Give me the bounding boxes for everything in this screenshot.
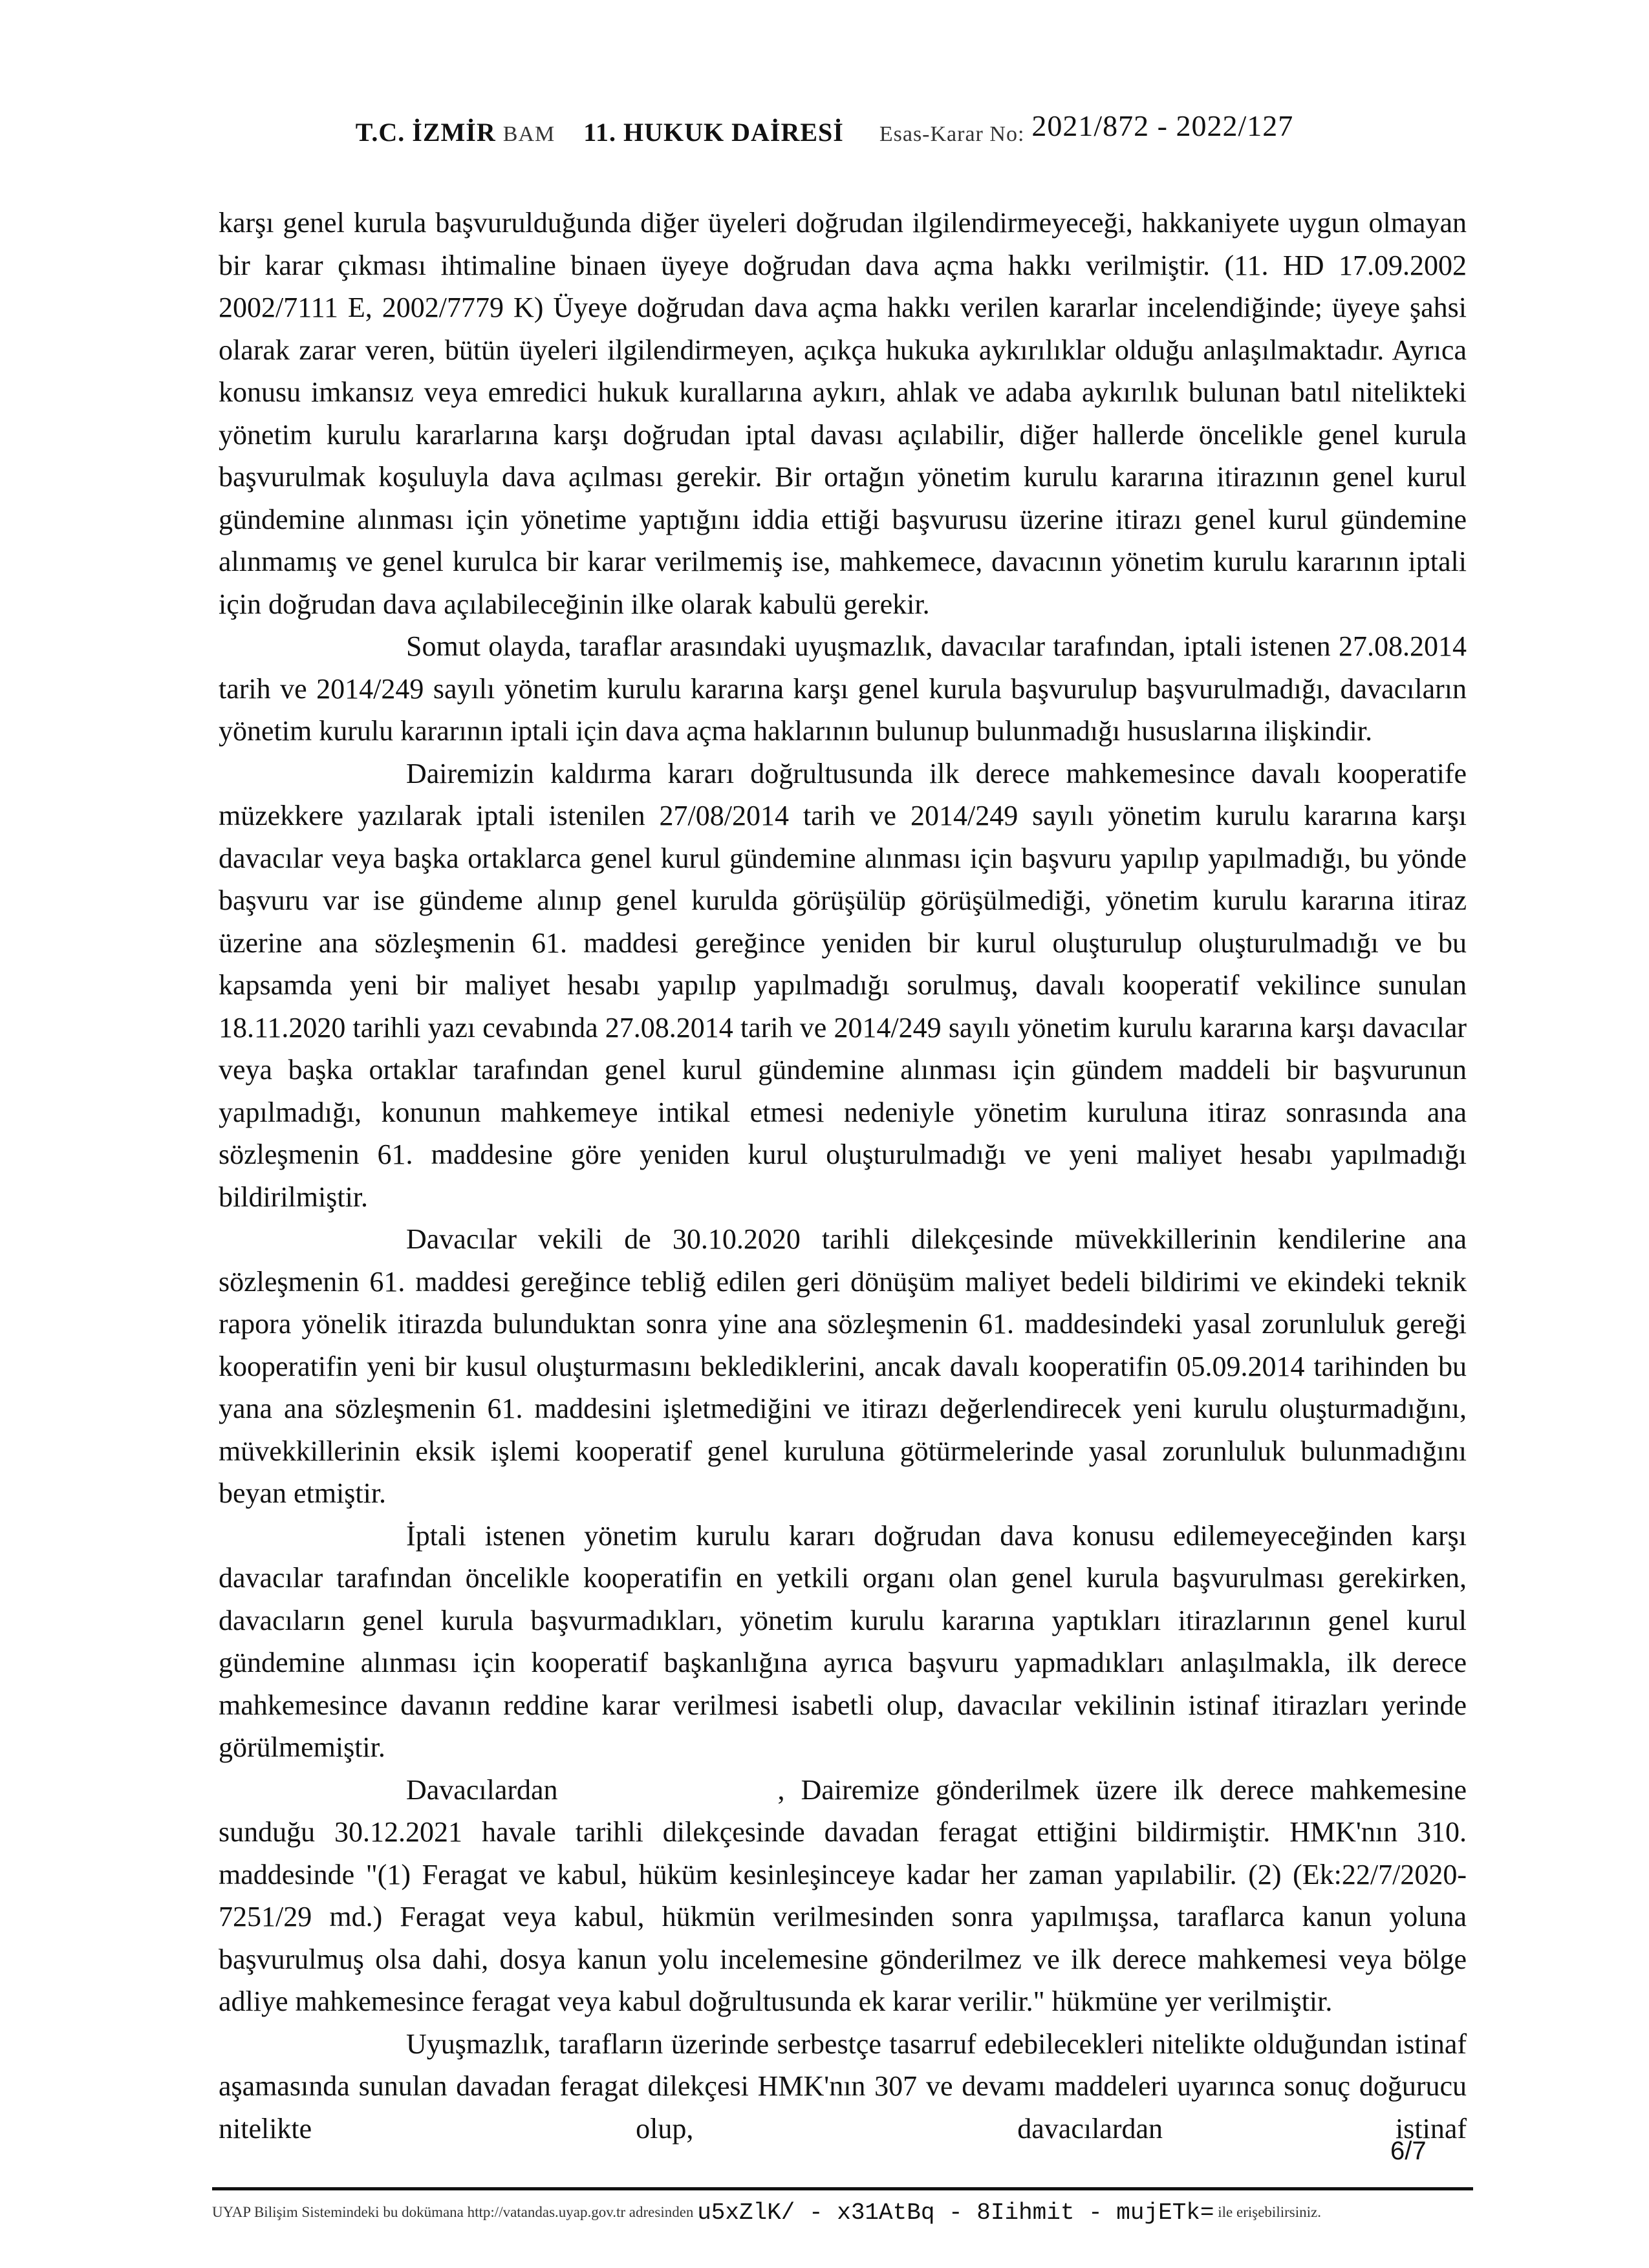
case-label: Esas-Karar No: <box>879 122 1025 146</box>
footer-suffix: ile erişebilirsiniz. <box>1218 2204 1321 2220</box>
footer-divider <box>212 2187 1473 2190</box>
court-abbr: BAM <box>502 122 555 146</box>
paragraph: Davacılar vekili de 30.10.2020 tarihli dilekçesinde müvekkillerinin kendilerine ana sözleşmenin 61. maddesi gereğince tebliğ edilen geri dönüşüm maliyet bedeli bildirimi ve ekindeki teknik rapora yönelik itirazda bulunduktan sonra yine ana sözleşmenin 61. maddesindeki yasal zorunluluk gereği kooperatifin yeni bir kusul oluşturmasını beklediklerini, ancak davalı kooperatifin 05.09.2014 tarihinden bu yana ana sözleşmenin 61. maddesini işletmediğini ve itirazı değerlendirecek yeni kurulu oluşturmadığını, müvekkillerinin eksik işlemi kooperatif genel kuruluna götürmelerinde yasal zorunluluk bulunmadığını beyan etmiştir. <box>219 1223 1467 1509</box>
paragraph <box>219 1769 1467 2023</box>
page-number: 6/7 <box>1390 2137 1427 2165</box>
paragraph <box>219 2023 1467 2150</box>
chamber-name: 11. HUKUK DAİRESİ <box>583 118 844 147</box>
court-prefix: T.C. İZMİR <box>355 118 496 147</box>
paragraph: Somut olayda, taraflar arasındaki uyuşmazlık, davacılar tarafından, iptali istenen 27.08.2014 tarih ve 2014/249 sayılı yönetim kurulu kararına karşı genel kurula başvurulup başvurulmadığı, davacıların yönetim kurulu kararının iptali için dava açma haklarının bulunup bulunmadığı hususlarına ilişkindir. <box>219 630 1467 747</box>
document-header <box>0 109 1649 147</box>
paragraph-lead: Davacılardan <box>406 1773 558 1806</box>
paragraph-lead: Uyuşmazlık, tarafların üzerinde serbestçe tasarruf edebilecekleri nitelikte olduğundan istinaf aşamasında sunulan davadan feragat dilekçesi HMK'nın 307 ve devamı maddeleri uyarınca sonuç doğurucu nitelikte olup, davacılardan <box>219 2027 1467 2145</box>
paragraph: karşı genel kurula başvurulduğunda diğer üyeleri doğrudan ilgilendirmeyeceği, hakkaniyete uygun olmayan bir karar çıkması ihtimaline binaen üyeye doğrudan dava açma hakkı verilmiştir. (11. HD 17.09.2002 2002/7111 E, 2002/7779 K) Üyeye doğrudan dava açma hakkı verilen kararlar incelendiğinde; üyeye şahsi olarak zarar veren, bütün üyeleri ilgilendirmeyen, açıkça hukuka aykırılıklar olduğu anlaşılmaktadır. Ayrıca konusu imkansız veya emredici hukuk kurallarına aykırı, ahlak ve adaba aykırılık bulunan batıl nitelikteki yönetim kurulu kararlarına karşı doğrudan iptal davası açılabilir, diğer hallerde öncelikle genel kurula başvurulmak koşuluyla dava açılması gerekir. Bir ortağın yönetim kurulu kararına itirazının genel kurul gündemine alınması için yönetime yaptığını iddia ettiği başvurusu üzerine itirazı genel kurul gündemine alınmamış ve genel kurulca bir karar verilmemiş ise, mahkemece, davacının yönetim kurulu kararının iptali için doğrudan dava açılabileceğinin ilke olarak kabulü gerekir. <box>219 207 1467 620</box>
case-number: 2021/872 - 2022/127 <box>1031 109 1294 142</box>
access-code: u5xZlK/ - x31AtBq - 8Iihmit - mujETk= <box>697 2199 1214 2226</box>
paragraph-tail: istinaf <box>1396 2112 1467 2145</box>
paragraph-rest: , Dairemize gönderilmek üzere ilk derece mahkemesine sunduğu 30.12.2021 havale tarihli dilekçesinde davadan feragat ettiğini bildirmiştir. HMK'nın 310. maddesinde "(1) Feragat ve kabul, hüküm kesinleşinceye kadar her zaman yapılabilir. (2) (Ek:22/7/2020-7251/29 md.) Feragat veya kabul, hükmün verilmesinden sonra yapılmışsa, taraflarca kanun yoluna başvurulmuş olsa dahi, dosya kanun yolu incelemesine gönderilmez ve ilk derece mahkemesi veya bölge adliye mahkemesince feragat veya kabul doğrultusunda ek karar verilir." hükmüne yer verilmiştir. <box>219 1773 1467 2017</box>
paragraph: Dairemizin kaldırma kararı doğrultusunda ilk derece mahkemesince davalı kooperatife müzekkere yazılarak iptali istenilen 27/08/2014 tarih ve 2014/249 sayılı yönetim kurulu kararına karşı davacılar veya başka ortaklarca genel kurul gündemine alınması için başvuru yapılıp yapılmadığı, bu yönde başvuru var ise gündeme alınıp genel kurulda görüşülüp görüşülmediği, yönetim kurulu kararına itiraz üzerine ana sözleşmenin 61. maddesi gereğince yeniden bir kurul oluşturulup oluşturulmadığı ve bu kapsamda yeni bir maliyet hesabı yapılıp yapılmadığı sorulmuş, davalı kooperatif vekilince sunulan 18.11.2020 tarihli yazı cevabında 27.08.2014 tarih ve 2014/249 sayılı yönetim kurulu kararına karşı davacılar veya başka ortaklar tarafından genel kurul gündemine alınması için gündem maddeli bir başvurunun yapılmadığı, konunun mahkemeye intikal etmesi nedeniyle yönetim kuruluna itiraz sonrasında ana sözleşmenin 61. maddesine göre yeniden kurul oluşturulmadığı ve yeni maliyet hesabı yapılmadığı bildirilmiştir. <box>219 757 1467 1213</box>
footer-prefix: UYAP Bilişim Sistemindeki bu dokümana http://vatandas.uyap.gov.tr adresinden <box>212 2204 694 2220</box>
footer-note <box>212 2199 1480 2226</box>
paragraph: İptali istenen yönetim kurulu kararı doğrudan dava konusu edilemeyeceğinden karşı davacılar tarafından öncelikle kooperatifin en yetkili organı olan genel kurula başvurulması gerekirken, davacıların genel kurula başvurmadıkları, yönetim kurulu kararına yaptıkları itirazlarının genel kurul gündemine alınması için kooperatif başkanlığına ayrıca başvuru yapmadıkları anlaşılmakla, ilk derece mahkemesince davanın reddine karar verilmesi isabetli olup, davacılar vekilinin istinaf itirazları yerinde görülmemiştir. <box>219 1519 1467 1763</box>
document-body <box>219 202 1467 2150</box>
